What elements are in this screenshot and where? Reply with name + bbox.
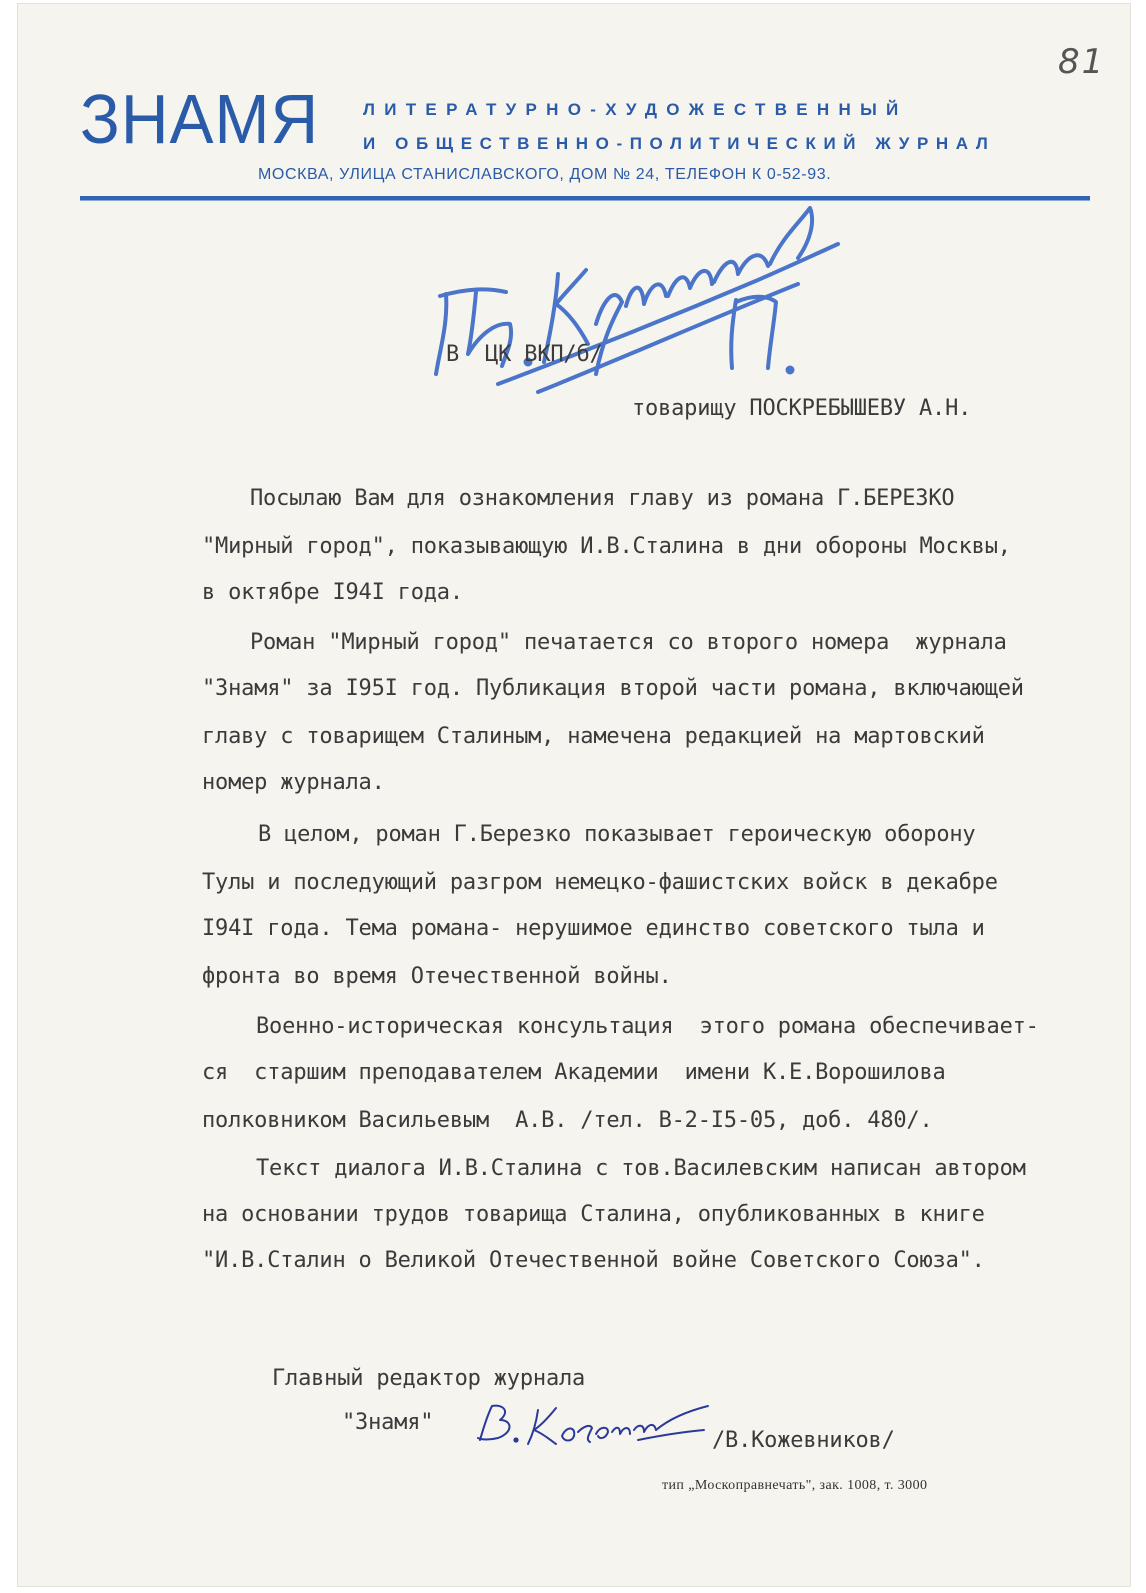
body-line: полковником Васильевым А.В. /тел. В-2-I5-05, доб. 480/.	[202, 1108, 933, 1133]
body-line: Посылаю Вам для ознакомления главу из романа Г.БЕРЕЗКО	[250, 486, 955, 511]
signature-title-line1: Главный редактор журнала	[272, 1366, 586, 1391]
masthead-subtitle-line1: ЛИТЕРАТУРНО-ХУДОЖЕСТВЕННЫЙ	[363, 100, 908, 119]
handwritten-signature	[458, 1396, 718, 1456]
body-line: в октябре I94I года.	[202, 580, 463, 605]
body-line: фронта во время Отечественной войны.	[202, 964, 672, 989]
print-stamp: тип „Москоправнечать", зак. 1008, т. 3000	[662, 1478, 928, 1493]
body-line: "Знамя" за I95I год. Публикация второй части романа, включающей	[202, 676, 1024, 701]
archive-page-number: 81	[1058, 42, 1106, 82]
body-line: "И.В.Сталин о Великой Отечественной войне Советского Союза".	[202, 1248, 985, 1273]
body-line: Роман "Мирный город" печатается со второго номера журнала	[250, 630, 1007, 655]
signature-title-line2: "Знамя"	[342, 1410, 434, 1435]
signature-typed-name: /В.Кожевников/	[712, 1428, 895, 1453]
masthead-address: МОСКВА, УЛИЦА СТАНИСЛАВСКОГО, ДОМ № 24, ТЕЛЕФОН К 0-52-93.	[258, 166, 832, 183]
addressee-line1: В ЦК ВКП/б/	[446, 342, 603, 367]
body-line: на основании трудов товарища Сталина, опубликованных в книге	[202, 1202, 985, 1227]
body-line: главу с товарищем Сталиным, намечена редакцией на мартовский	[202, 724, 985, 749]
masthead-subtitle-line2: И ОБЩЕСТВЕННО-ПОЛИТИЧЕСКИЙ ЖУРНАЛ	[363, 134, 996, 153]
masthead-title: ЗНАМЯ	[80, 80, 320, 158]
body-line: номер журнала.	[202, 770, 385, 795]
body-line: I94I года. Тема романа- нерушимое единство советского тыла и	[202, 916, 985, 941]
body-line: Тулы и последующий разгром немецко-фашистских войск в декабре	[202, 870, 998, 895]
body-line: Текст диалога И.В.Сталина с тов.Василевским написан автором	[256, 1156, 1026, 1181]
body-line: Военно-историческая консультация этого романа обеспечивает-	[256, 1014, 1039, 1039]
body-line: ся старшим преподавателем Академии имени К.Е.Ворошилова	[202, 1060, 946, 1085]
body-line: В целом, роман Г.Березко показывает героическую оборону	[258, 822, 976, 847]
body-line: "Мирный город", показывающую И.В.Сталина в дни обороны Москвы,	[202, 534, 1011, 559]
handwritten-note	[418, 184, 858, 404]
addressee-line2: товарищу ПОСКРЕБЫШЕВУ А.Н.	[632, 396, 972, 421]
letter-sheet	[18, 4, 1130, 1586]
